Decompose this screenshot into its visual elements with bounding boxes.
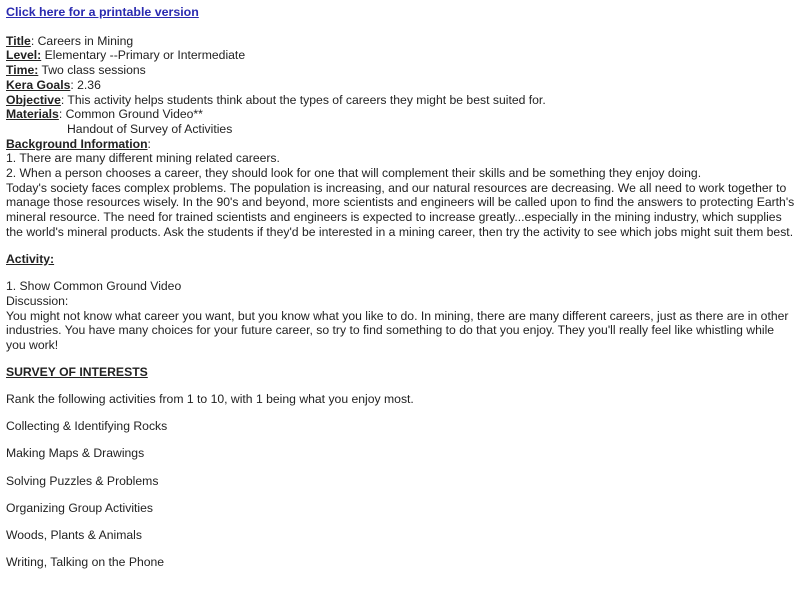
background-section (6, 137, 796, 240)
activity-heading: Activity: (6, 251, 55, 266)
meta-kera-goals (6, 78, 796, 93)
discussion-label: Discussion: (6, 293, 69, 308)
spacer (6, 434, 796, 447)
title-label: Title (6, 33, 31, 48)
survey-instructions: Rank the following activities from 1 to 10, with 1 being what you enjoy most. (6, 391, 414, 406)
background-heading-suffix: : (147, 136, 151, 151)
spacer (6, 240, 796, 252)
background-paragraph: Today's society faces complex problems. The population is increasing, and our natural resources are decreasing. We all need to work together to manage those resources wisely. In the 90's and beyond, more scientists and engineers will be called upon to find the answers to protecting Earth's mineral resource. The need for trained scientists and engineers is expected to increase greatly...especially in the mining industry, which supplies the world's mineral products. Ask the students if they'd be interested in a mining career, then try the activity to see which jobs might suit them best. (6, 180, 795, 239)
activity-step-1: 1. Show Common Ground Video (6, 279, 182, 294)
objective-label: Objective (6, 92, 61, 107)
survey-item: Writing, Talking on the Phone (6, 555, 165, 570)
kera-goals-value: : 2.36 (70, 77, 101, 92)
survey-item: Collecting & Identifying Rocks (6, 419, 168, 434)
background-heading: Background Information (6, 136, 148, 151)
meta-materials (6, 107, 796, 122)
title-value: : Careers in Mining (30, 33, 134, 48)
time-value: Two class sessions (38, 63, 146, 78)
survey-section (6, 365, 796, 570)
spacer (6, 488, 796, 501)
materials-extra: Handout of Survey of Activities (67, 121, 233, 136)
printable-version-link[interactable]: Click here for a printable version (6, 5, 199, 19)
spacer (6, 266, 796, 279)
background-heading-line (6, 137, 796, 152)
meta-title (6, 34, 796, 49)
level-label: Level: (6, 48, 42, 63)
materials-label: Materials (6, 107, 59, 122)
spacer (6, 461, 796, 474)
materials-value: : Common Ground Video** (58, 107, 203, 122)
spacer (6, 515, 796, 528)
lesson-metadata (6, 34, 796, 137)
survey-heading: SURVEY OF INTERESTS (6, 364, 148, 379)
kera-goals-label: Kera Goals (6, 77, 71, 92)
survey-item: Making Maps & Drawings (6, 446, 145, 461)
background-point-1: 1. There are many different mining related careers. (6, 151, 280, 166)
spacer (6, 379, 796, 392)
meta-level (6, 48, 796, 63)
activity-section (6, 252, 796, 353)
level-value: Elementary --Primary or Intermediate (41, 48, 246, 63)
spacer (6, 407, 796, 420)
spacer (6, 353, 796, 365)
meta-objective (6, 93, 796, 108)
objective-value: : This activity helps students think about the types of careers they might be best suited for. (60, 92, 546, 107)
spacer (6, 543, 796, 556)
meta-time (6, 63, 796, 78)
discussion-text: You might not know what career you want, but you know what you like to do. In mining, there are many different careers, just as there are in other industries. You have many choices for your future career, so try to find something to do that you enjoy. They you'll really feel like whistling while you work! (6, 308, 789, 353)
survey-item: Woods, Plants & Animals (6, 527, 142, 542)
survey-item: Organizing Group Activities (6, 500, 153, 515)
time-label: Time: (6, 63, 39, 78)
background-point-2: 2. When a person chooses a career, they should look for one that will complement their skills and be something they enjoy doing. (6, 166, 702, 181)
survey-item: Solving Puzzles & Problems (6, 473, 159, 488)
